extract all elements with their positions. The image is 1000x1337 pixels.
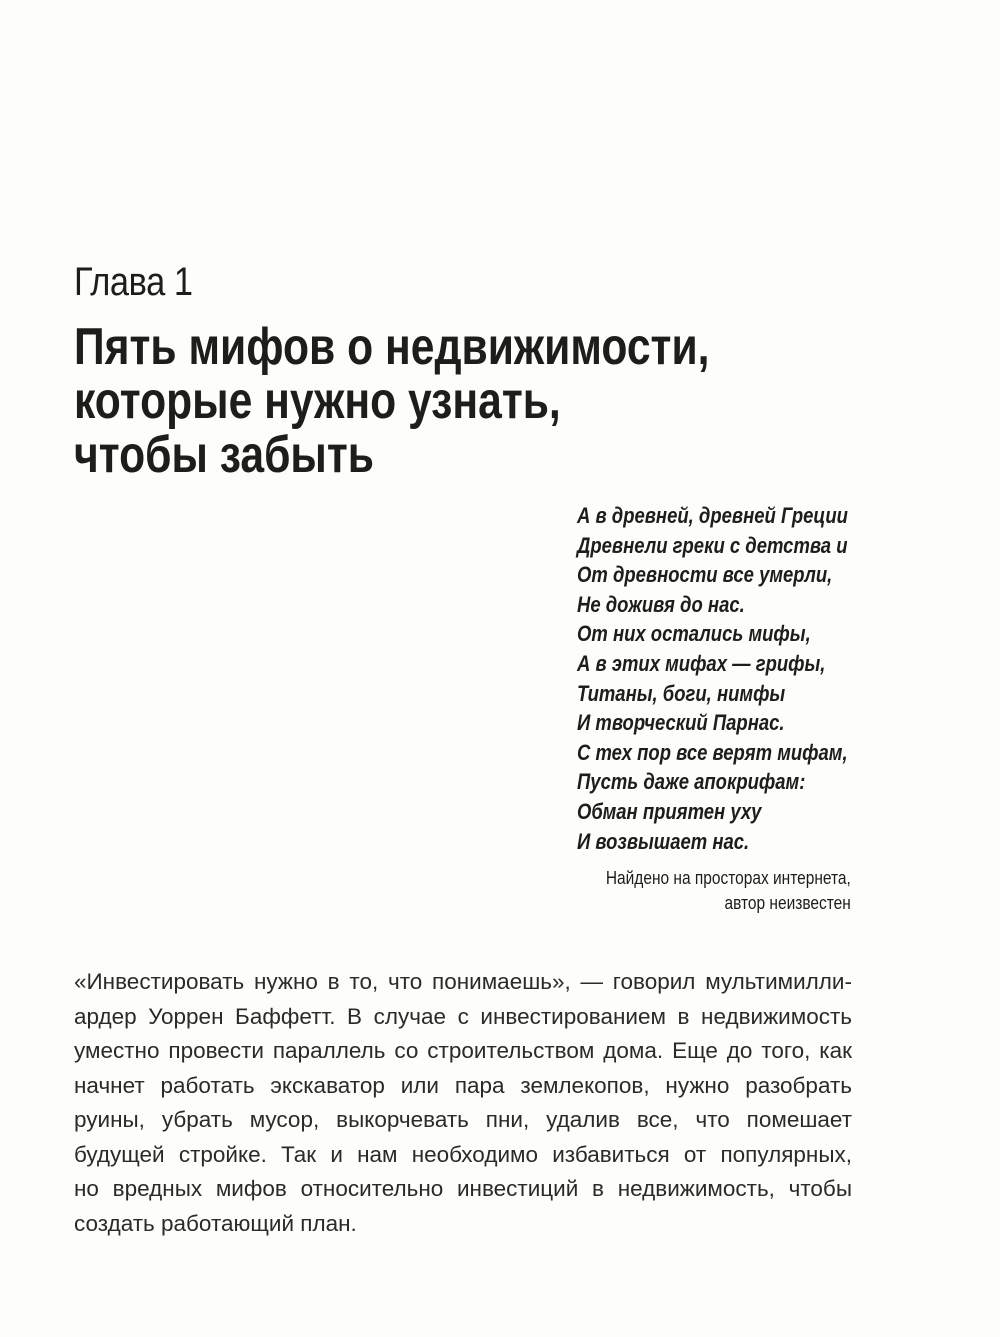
body-paragraph xyxy=(74,965,852,1241)
body-line: руины, убрать мусор, выкорчевать пни, удалив все, что помешает xyxy=(74,1107,852,1132)
attribution-line: Найдено на просторах интернета, xyxy=(606,868,851,888)
body-line: начнет работать экскаватор или пара землекопов, нужно разобрать xyxy=(74,1072,852,1098)
body-line: создать работающий план. xyxy=(74,1210,357,1236)
body-line: но вредных мифов относительно инвестиций в недвижимость, чтобы xyxy=(74,1176,852,1201)
chapter-title xyxy=(74,320,710,482)
chapter-title-line: чтобы забыть xyxy=(74,426,374,484)
body-line: «Инвестировать нужно в то, что понимаешь», — говорил мультимилли- xyxy=(74,969,852,994)
epigraph-line: Древнели греки с детства и xyxy=(577,532,848,558)
body-line: уместно провести параллель со строительством дома. Еще до того, как xyxy=(74,1038,852,1063)
epigraph-line: От древности все умерли, xyxy=(577,562,833,588)
epigraph-attribution xyxy=(606,866,851,916)
epigraph-line: С тех пор все верят мифам, xyxy=(577,739,848,765)
epigraph-line: И творческий Парнас. xyxy=(577,710,785,736)
chapter-title-line: Пять мифов о недвижимости, xyxy=(74,318,710,376)
epigraph-line: Не доживя до нас. xyxy=(577,591,745,617)
epigraph-line: Обман приятен уху xyxy=(577,798,762,824)
chapter-label: Глава 1 xyxy=(74,260,193,304)
epigraph-line: А в этих мифах — грифы, xyxy=(577,650,826,676)
epigraph-poem xyxy=(577,501,848,856)
epigraph-line: Титаны, боги, нимфы xyxy=(577,680,786,706)
body-line: будущей стройке. Так и нам необходимо избавиться от популярных, xyxy=(74,1141,852,1167)
epigraph-line: А в древней, древней Греции xyxy=(577,503,848,528)
epigraph-line: И возвышает нас. xyxy=(577,828,750,854)
epigraph-line: Пусть даже апокрифам: xyxy=(577,769,806,795)
body-line: ардер Уоррен Баффетт. В случае с инвестированием в недвижимость xyxy=(74,1003,852,1029)
chapter-title-line: которые нужно узнать, xyxy=(74,372,561,430)
attribution-line: автор неизвестен xyxy=(724,893,851,913)
epigraph-line: От них остались мифы, xyxy=(577,621,811,647)
